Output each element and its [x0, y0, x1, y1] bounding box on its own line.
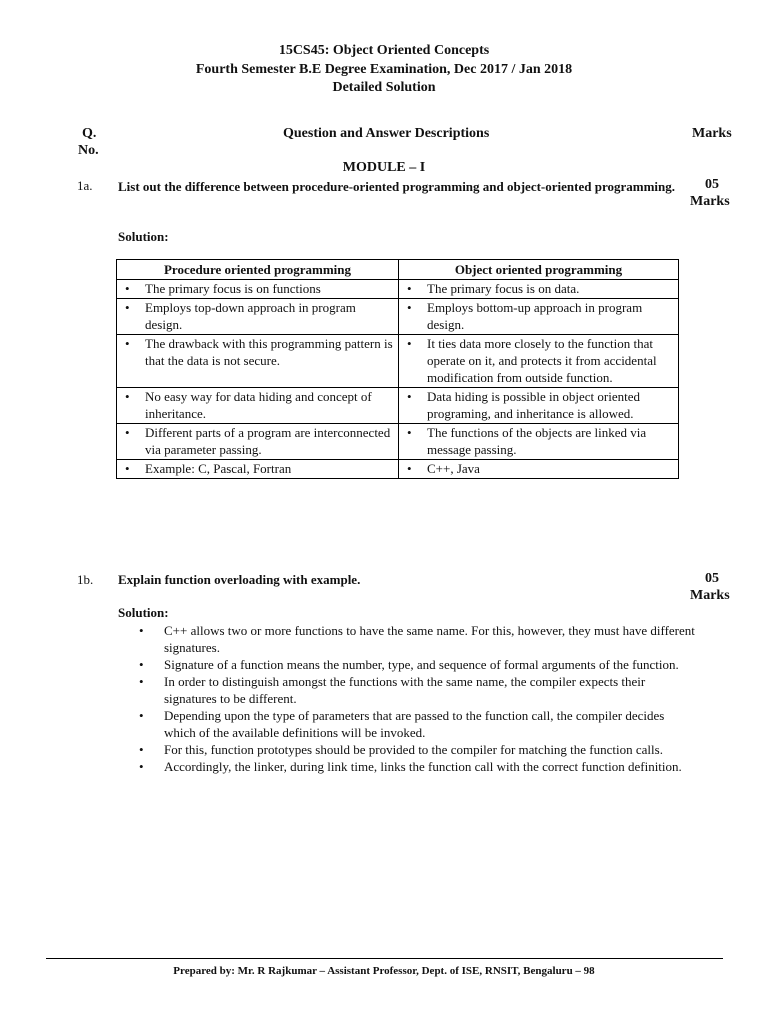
table-header-object: Object oriented programming	[399, 260, 679, 280]
bullet-glyph: •	[407, 281, 412, 296]
table-row	[117, 388, 679, 424]
question-1b-text: Explain function overloading with example.	[118, 572, 361, 587]
question-number-1b: 1b.	[77, 572, 94, 587]
table-cell	[399, 424, 679, 460]
bullet-glyph: •	[139, 742, 144, 757]
bullet-glyph: •	[407, 425, 412, 440]
table-cell	[399, 388, 679, 424]
bullet-glyph: •	[125, 425, 130, 440]
course-title: 15CS45: Object Oriented Concepts	[278, 43, 490, 58]
exam-title: Fourth Semester B.E Degree Examination, Dec 2017 / Jan 2018	[195, 62, 573, 77]
cell-text: Example: C, Pascal, Fortran	[145, 461, 292, 476]
bullet-glyph: •	[125, 336, 130, 351]
list-item	[139, 673, 699, 707]
cell-text: No easy way for data hiding and concept of inheritance.	[145, 389, 372, 421]
bullet-glyph: •	[139, 674, 144, 689]
list-item	[139, 707, 699, 741]
table-cell	[117, 335, 399, 388]
table-row	[117, 335, 679, 388]
footer-credit: Prepared by: Mr. R Rajkumar – Assistant Professor, Dept. of ISE, RNSIT, Bengaluru – 98	[173, 965, 595, 977]
list-item	[139, 741, 699, 758]
qno-heading-line2: No.	[78, 143, 99, 158]
bullet-glyph: •	[125, 281, 130, 296]
list-item-text: C++ allows two or more functions to have the same name. For this, however, they must have different signatures.	[164, 623, 695, 655]
table-header-procedure: Procedure oriented programming	[117, 260, 399, 280]
document-subtitle: Detailed Solution	[332, 80, 436, 95]
marks-1b-label: Marks	[690, 588, 730, 603]
cell-text: C++, Java	[427, 461, 480, 476]
list-item-text: Accordingly, the linker, during link time, links the function call with the correct function definition.	[164, 759, 682, 774]
bullet-glyph: •	[407, 336, 412, 351]
qno-heading-line1: Q.	[82, 126, 97, 141]
table-cell	[399, 280, 679, 299]
bullet-glyph: •	[139, 657, 144, 672]
table-cell	[117, 388, 399, 424]
bullet-glyph: •	[125, 389, 130, 404]
list-item-text: Signature of a function means the number, type, and sequence of formal arguments of the function.	[164, 657, 679, 672]
description-heading: Question and Answer Descriptions	[283, 126, 490, 141]
marks-1a-label: Marks	[690, 194, 730, 209]
table-header-row	[117, 260, 679, 280]
cell-text: It ties data more closely to the function that operate on it, and protects it from accidental modification from outside function.	[427, 336, 657, 385]
bullet-glyph: •	[407, 300, 412, 315]
cell-text: The functions of the objects are linked via message passing.	[427, 425, 647, 457]
solution-1b-label: Solution:	[118, 605, 169, 620]
table-cell	[399, 335, 679, 388]
table-row	[117, 424, 679, 460]
bullet-glyph: •	[125, 461, 130, 476]
list-item-text: Depending upon the type of parameters that are passed to the function call, the compiler decides which of the available definitions will be invoked.	[164, 708, 665, 740]
table-row	[117, 299, 679, 335]
list-item-text: In order to distinguish amongst the functions with the same name, the compiler expects their signatures to be different.	[164, 674, 646, 706]
cell-text: Different parts of a program are interconnected via parameter passing.	[145, 425, 391, 457]
table-cell	[399, 299, 679, 335]
marks-1a-value: 05	[705, 177, 719, 192]
question-1a-text: List out the difference between procedure-oriented programming and object-oriented programming.	[118, 179, 676, 194]
table-cell	[117, 280, 399, 299]
table-row	[117, 280, 679, 299]
bullet-glyph: •	[139, 759, 144, 774]
bullet-glyph: •	[139, 708, 144, 723]
comparison-table	[116, 259, 679, 479]
table-row	[117, 460, 679, 479]
table-cell	[117, 299, 399, 335]
cell-text: The drawback with this programming pattern is that the data is not secure.	[145, 336, 393, 368]
bullet-glyph: •	[125, 300, 130, 315]
table-cell	[399, 460, 679, 479]
table-cell	[117, 460, 399, 479]
list-item	[139, 656, 699, 673]
list-item	[139, 622, 699, 656]
list-item	[139, 758, 699, 775]
bullet-glyph: •	[407, 461, 412, 476]
solution-1a-label: Solution:	[118, 229, 169, 244]
solution-1b-list	[139, 622, 699, 775]
cell-text: Employs bottom-up approach in program design.	[427, 300, 643, 332]
bullet-glyph: •	[407, 389, 412, 404]
module-heading: MODULE – I	[342, 160, 426, 175]
cell-text: The primary focus is on data.	[427, 281, 580, 296]
cell-text: The primary focus is on functions	[145, 281, 321, 296]
list-item-text: For this, function prototypes should be provided to the compiler for matching the function calls.	[164, 742, 663, 757]
table-cell	[117, 424, 399, 460]
marks-heading: Marks	[692, 126, 732, 141]
cell-text: Data hiding is possible in object oriented programing, and inheritance is allowed.	[427, 389, 641, 421]
cell-text: Employs top-down approach in program design.	[145, 300, 356, 332]
question-number-1a: 1a.	[77, 178, 93, 193]
marks-1b-value: 05	[705, 571, 719, 586]
footer-divider	[46, 958, 723, 959]
bullet-glyph: •	[139, 623, 144, 638]
